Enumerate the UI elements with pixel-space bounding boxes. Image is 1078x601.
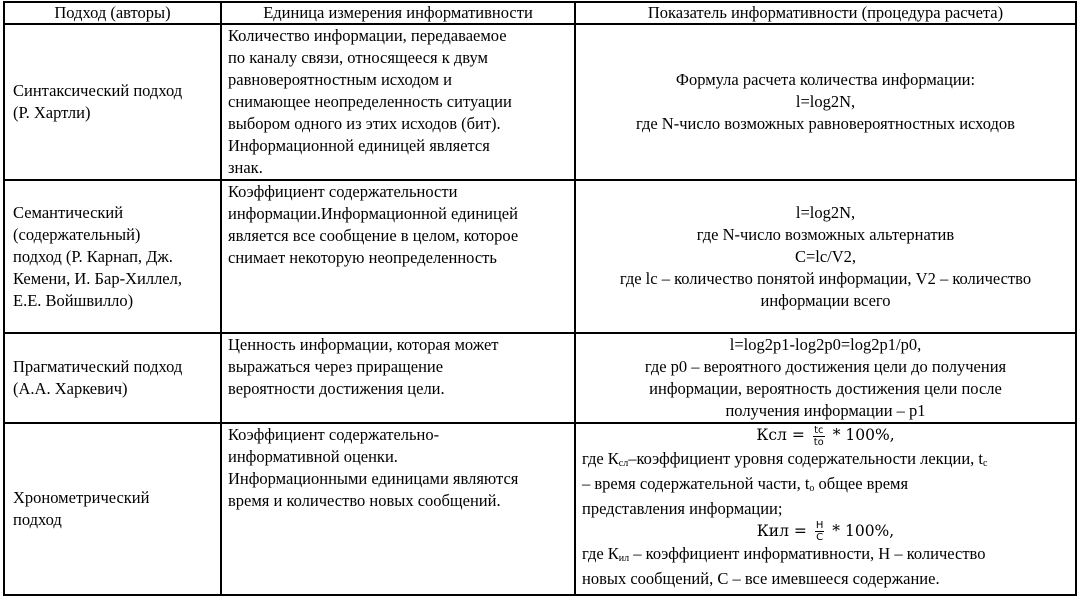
unit-cell xyxy=(221,423,575,595)
unit-cell xyxy=(221,180,575,333)
unit-line: снимающее неопределенность ситуации xyxy=(228,92,512,111)
indicator-line: получения информации – p1 xyxy=(725,401,926,420)
indicator-cell xyxy=(575,24,1076,180)
subscript: сл xyxy=(618,457,629,469)
unit-line: информации.Информационной единицей xyxy=(228,204,518,223)
formula: l=log2p1-log2p0=log2p1/p0, xyxy=(729,335,922,354)
table-row-semantic xyxy=(4,180,1076,333)
approach-authors: (Р. Хартли) xyxy=(13,103,91,122)
unit-line: Информационными единицами являются xyxy=(228,469,519,488)
fraction-denominator: C xyxy=(816,532,824,543)
formula-rhs: * 100%, xyxy=(832,521,895,540)
unit-line: Ценность информации, которая может xyxy=(228,335,499,354)
text: общее время xyxy=(814,473,909,493)
unit-line: выражаться через приращение xyxy=(228,357,444,376)
formula: C=lc/V2, xyxy=(794,246,857,266)
approach-name: Синтаксический подход xyxy=(13,81,183,100)
indicator-cell xyxy=(575,180,1076,333)
formula-kil xyxy=(582,520,1069,544)
header-indicator: Показатель информативности (процедура расчета) xyxy=(575,2,1076,24)
unit-line: снимает некоторую неопределенность xyxy=(228,248,497,267)
unit-line: вероятности достижения цели. xyxy=(228,379,445,398)
indicator-line xyxy=(582,543,1069,568)
indicator-line: информации, вероятность достижения цели после xyxy=(649,379,1002,398)
approach-cell xyxy=(4,180,221,333)
formula-eq: = xyxy=(791,426,805,444)
indicator-line: где lc – количество понятой информации, V2 – количество xyxy=(619,268,1032,288)
header-row xyxy=(4,2,1076,24)
fraction-numerator: tc xyxy=(814,424,824,436)
approach-line: Хронометрический xyxy=(13,488,150,507)
fraction xyxy=(813,425,825,448)
header-unit: Единица измерения информативности xyxy=(221,2,575,24)
subscript: c xyxy=(982,457,988,469)
unit-line: по каналу связи, относящееся к двум xyxy=(228,48,488,67)
unit-line: является все сообщение в целом, которое xyxy=(228,226,519,245)
table-row-chronometric xyxy=(4,423,1076,595)
indicator-line: новых сообщений, С – все имевшееся содержание. xyxy=(582,569,940,588)
table-row-syntactic xyxy=(4,24,1076,180)
approach-authors: (А.А. Харкевич) xyxy=(13,379,128,398)
unit-line: Информационной единицей является xyxy=(228,136,490,155)
indicator-line: Формула расчета количества информации: xyxy=(675,70,976,89)
text: –коэффициент уровня содержательности лекции, t xyxy=(628,448,983,468)
unit-line: знак. xyxy=(228,158,263,177)
approach-line: Е.Е. Войшвилло) xyxy=(13,290,134,310)
approach-cell xyxy=(4,333,221,423)
approach-line: Семантический xyxy=(13,202,124,222)
text: – коэффициент информативности, Н – количество xyxy=(629,544,986,563)
subscript: o xyxy=(809,482,815,494)
approach-cell xyxy=(4,423,221,595)
formula-ksl xyxy=(582,424,1069,448)
formula: l=log2N, xyxy=(795,202,856,222)
indicator-line: где N-число возможных альтернатив xyxy=(696,224,955,244)
approach-cell xyxy=(4,24,221,180)
subscript: ил xyxy=(618,553,630,564)
unit-line: Количество информации, передаваемое xyxy=(228,26,507,45)
table-row-pragmatic xyxy=(4,333,1076,423)
indicator-line: где N-число возможных равновероятностных исходов xyxy=(636,114,1015,133)
information-approaches-table xyxy=(3,1,1077,596)
unit-line: Коэффициент содержательности xyxy=(228,182,458,201)
formula-lhs: Кил xyxy=(756,521,789,540)
approach-line: Кемени, И. Бар-Хиллел, xyxy=(13,268,182,288)
unit-cell xyxy=(221,24,575,180)
indicator-line: представления информации; xyxy=(582,498,783,518)
formula-eq: = xyxy=(793,521,807,540)
indicator-line: информации всего xyxy=(760,290,891,310)
text: – время содержательной части, t xyxy=(582,473,810,493)
formula-rhs: * 100%, xyxy=(832,426,895,444)
approach-line: (содержательный) xyxy=(13,224,141,244)
fraction xyxy=(815,520,825,543)
unit-line: информативной оценки. xyxy=(228,447,398,466)
formula: l=log2N, xyxy=(795,92,856,111)
fraction-numerator: H xyxy=(815,520,824,531)
text: где К xyxy=(582,544,619,563)
unit-line: Коэффициент содержательно- xyxy=(228,425,440,444)
unit-line: равновероятностным исходом и xyxy=(228,70,453,89)
unit-line: выбором одного из этих исходов (бит). xyxy=(228,114,501,133)
unit-cell xyxy=(221,333,575,423)
approach-name: Прагматический подход xyxy=(13,357,183,376)
approach-line: подход (Р. Карнап, Дж. xyxy=(13,246,173,266)
approach-line: подход xyxy=(13,510,62,529)
indicator-cell xyxy=(575,423,1076,595)
indicator-line xyxy=(582,448,1069,473)
indicator-line xyxy=(582,473,1069,498)
text: где К xyxy=(582,448,619,468)
formula-lhs: Кcл xyxy=(756,426,787,444)
header-approach: Подход (авторы) xyxy=(4,2,221,24)
unit-line: время и количество новых сообщений. xyxy=(228,491,501,510)
indicator-line: где p0 – вероятного достижения цели до получения xyxy=(644,357,1007,376)
fraction-denominator: to xyxy=(813,436,824,448)
indicator-cell xyxy=(575,333,1076,423)
